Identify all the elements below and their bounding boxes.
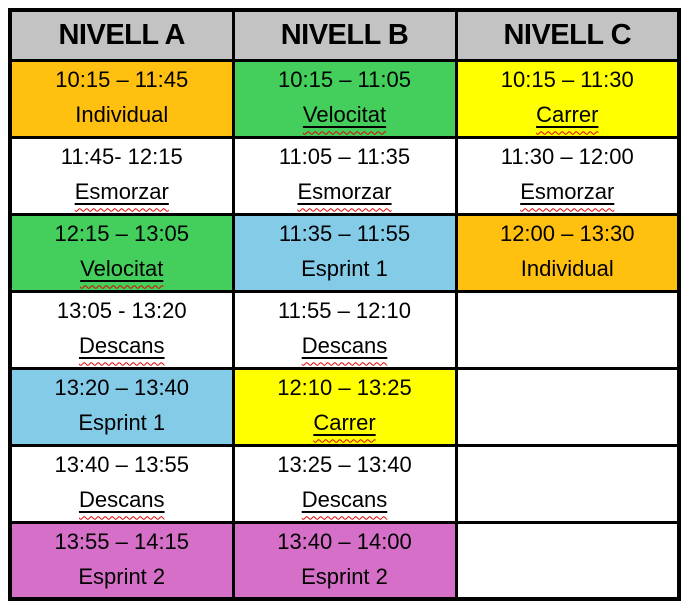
activity-label: Individual: [520, 256, 614, 282]
time-range: 12:15 – 13:05: [54, 221, 190, 247]
time-range: 13:20 – 13:40: [54, 375, 190, 401]
schedule-cell: [10, 522, 233, 599]
spellcheck-squiggle: Descans: [301, 333, 388, 359]
activity-label: [12, 332, 232, 360]
schedule-cell: [10, 137, 233, 214]
activity-label: Esprint 2: [78, 564, 166, 590]
table-row: [10, 368, 679, 445]
schedule-header: [10, 10, 679, 60]
schedule-cell: [10, 368, 233, 445]
schedule-cell: [233, 60, 456, 137]
schedule-cell: [456, 137, 679, 214]
schedule-body: [10, 60, 679, 599]
table-row: [10, 445, 679, 522]
time-range: 13:05 - 13:20: [56, 298, 187, 324]
spellcheck-squiggle: Esmorzar: [520, 179, 615, 205]
schedule-cell: [10, 445, 233, 522]
schedule-table: [8, 8, 681, 601]
spellcheck-squiggle: Carrer: [313, 410, 376, 436]
schedule-cell: [456, 291, 679, 368]
schedule-cell: [233, 291, 456, 368]
schedule-cell: [233, 522, 456, 599]
spellcheck-squiggle: Velocitat: [80, 256, 164, 282]
schedule-cell: [456, 214, 679, 291]
time-range: 13:40 – 14:00: [277, 528, 412, 554]
schedule-cell: [456, 368, 679, 445]
spellcheck-squiggle: Esmorzar: [74, 179, 169, 205]
activity-label: Individual: [75, 102, 169, 128]
spellcheck-squiggle: Descans: [78, 333, 165, 359]
header-nivell-b: NIVELL B: [233, 10, 456, 60]
schedule-cell: [10, 291, 233, 368]
schedule-cell: [10, 214, 233, 291]
spellcheck-squiggle: Descans: [301, 487, 388, 513]
activity-label: [458, 178, 678, 206]
activity-label: [12, 255, 232, 283]
activity-label: [12, 178, 232, 206]
activity-label: Esprint 2: [301, 564, 388, 590]
header-nivell-c: NIVELL C: [456, 10, 679, 60]
header-row: [10, 10, 679, 60]
schedule-cell: [233, 137, 456, 214]
time-range: 12:00 – 13:30: [499, 221, 635, 247]
table-row: [10, 291, 679, 368]
schedule-cell: [233, 214, 456, 291]
time-range: 11:05 – 11:35: [278, 144, 411, 170]
schedule-cell: [233, 445, 456, 522]
activity-label: [235, 178, 455, 206]
schedule-cell: [456, 60, 679, 137]
table-row: [10, 60, 679, 137]
spellcheck-squiggle: Carrer: [536, 102, 599, 128]
schedule-cell: [456, 445, 679, 522]
activity-label: [235, 486, 455, 514]
table-row: [10, 137, 679, 214]
schedule-cell: [10, 60, 233, 137]
table-row: [10, 214, 679, 291]
activity-label: [458, 101, 678, 129]
time-range: 13:25 – 13:40: [277, 452, 412, 478]
activity-label: [235, 332, 455, 360]
spellcheck-squiggle: Descans: [78, 487, 165, 513]
header-nivell-a: NIVELL A: [10, 10, 233, 60]
activity-label: [12, 486, 232, 514]
time-range: 10:15 – 11:45: [55, 67, 189, 93]
activity-label: Esprint 1: [78, 410, 166, 436]
activity-label: [235, 409, 455, 437]
time-range: 13:40 – 13:55: [54, 452, 190, 478]
time-range: 11:55 – 12:10: [278, 298, 411, 324]
activity-label: Esprint 1: [301, 256, 388, 282]
spellcheck-squiggle: Esmorzar: [297, 179, 392, 205]
schedule-cell: [233, 368, 456, 445]
time-range: 10:15 – 11:05: [278, 67, 411, 93]
time-range: 11:35 – 11:55: [278, 221, 411, 247]
time-range: 11:45- 12:15: [60, 144, 183, 170]
schedule-cell: [456, 522, 679, 599]
table-row: [10, 522, 679, 599]
time-range: 12:10 – 13:25: [277, 375, 412, 401]
time-range: 10:15 – 11:30: [500, 67, 634, 93]
time-range: 11:30 – 12:00: [500, 144, 634, 170]
spellcheck-squiggle: Velocitat: [302, 102, 387, 128]
activity-label: [235, 101, 455, 129]
time-range: 13:55 – 14:15: [54, 528, 190, 554]
